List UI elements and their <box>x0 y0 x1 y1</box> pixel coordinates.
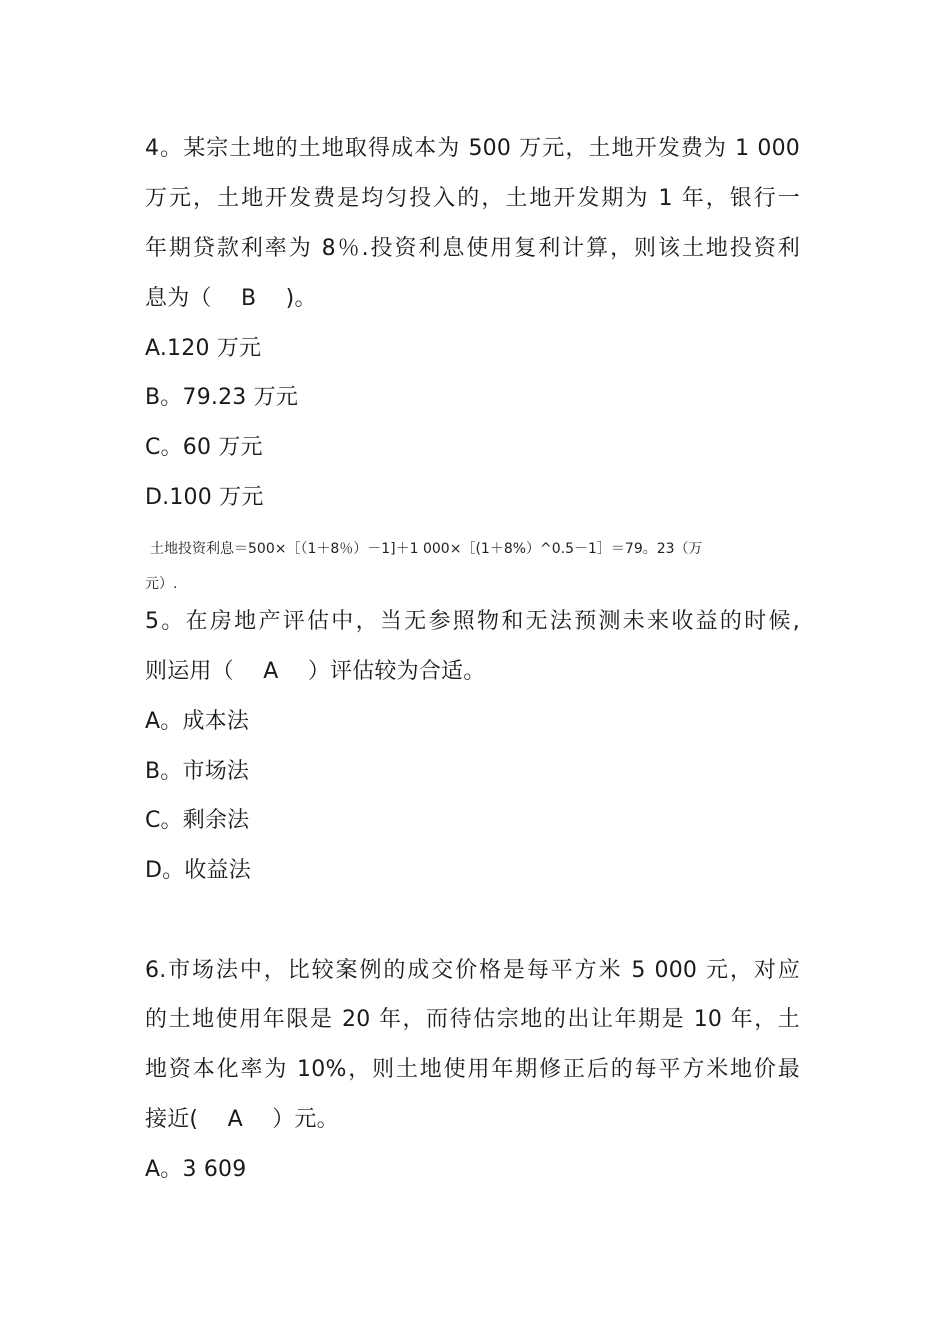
q4-option-c: C。60 万元 <box>145 435 263 460</box>
q6-stem-line-1: 6.市场法中，比较案例的成交价格是每平方米 5 000 元，对应 <box>145 958 800 983</box>
q5-option-b: B。市场法 <box>145 759 250 784</box>
q5-option-d: D。收益法 <box>145 858 251 883</box>
q4-stem-line-3: 年期贷款利率为 8％.投资利息使用复利计算，则该土地投资利 <box>145 236 800 261</box>
q4-option-b: B。79.23 万元 <box>145 385 299 410</box>
q4-explanation-line-1: 土地投资利息＝500×［（1＋8％）－1]＋1 000×［(1＋8%）^0.5－1］＝79。23（万 <box>150 541 703 557</box>
q4-option-d: D.100 万元 <box>145 485 264 510</box>
q4-stem-line-2: 万元，土地开发费是均匀投入的，土地开发期为 1 年，银行一 <box>145 186 800 211</box>
q4-stem-line-1: 4。某宗土地的土地取得成本为 500 万元，土地开发费为 1 000 <box>145 136 800 161</box>
q6-option-a: A。3 609 <box>145 1157 247 1182</box>
q4-explanation-line-2: 元）. <box>145 576 178 592</box>
q5-stem-line-1: 5。在房地产评估中，当无参照物和无法预测未来收益的时候, <box>145 609 800 634</box>
q5-option-c: C。剩余法 <box>145 808 250 833</box>
q6-stem-line-2: 的土地使用年限是 20 年，而待估宗地的出让年期是 10 年，土 <box>145 1007 800 1032</box>
q5-option-a: A。成本法 <box>145 709 250 734</box>
q6-stem-line-3: 地资本化率为 10%，则土地使用年期修正后的每平方米地价最 <box>145 1057 800 1082</box>
q4-stem-line-4: 息为（ B )。 <box>145 286 317 311</box>
q5-stem-line-2: 则运用（ A ）评估较为合适。 <box>145 659 486 684</box>
q4-option-a: A.120 万元 <box>145 336 262 361</box>
q6-stem-line-4: 接近( A ）元。 <box>145 1107 339 1132</box>
